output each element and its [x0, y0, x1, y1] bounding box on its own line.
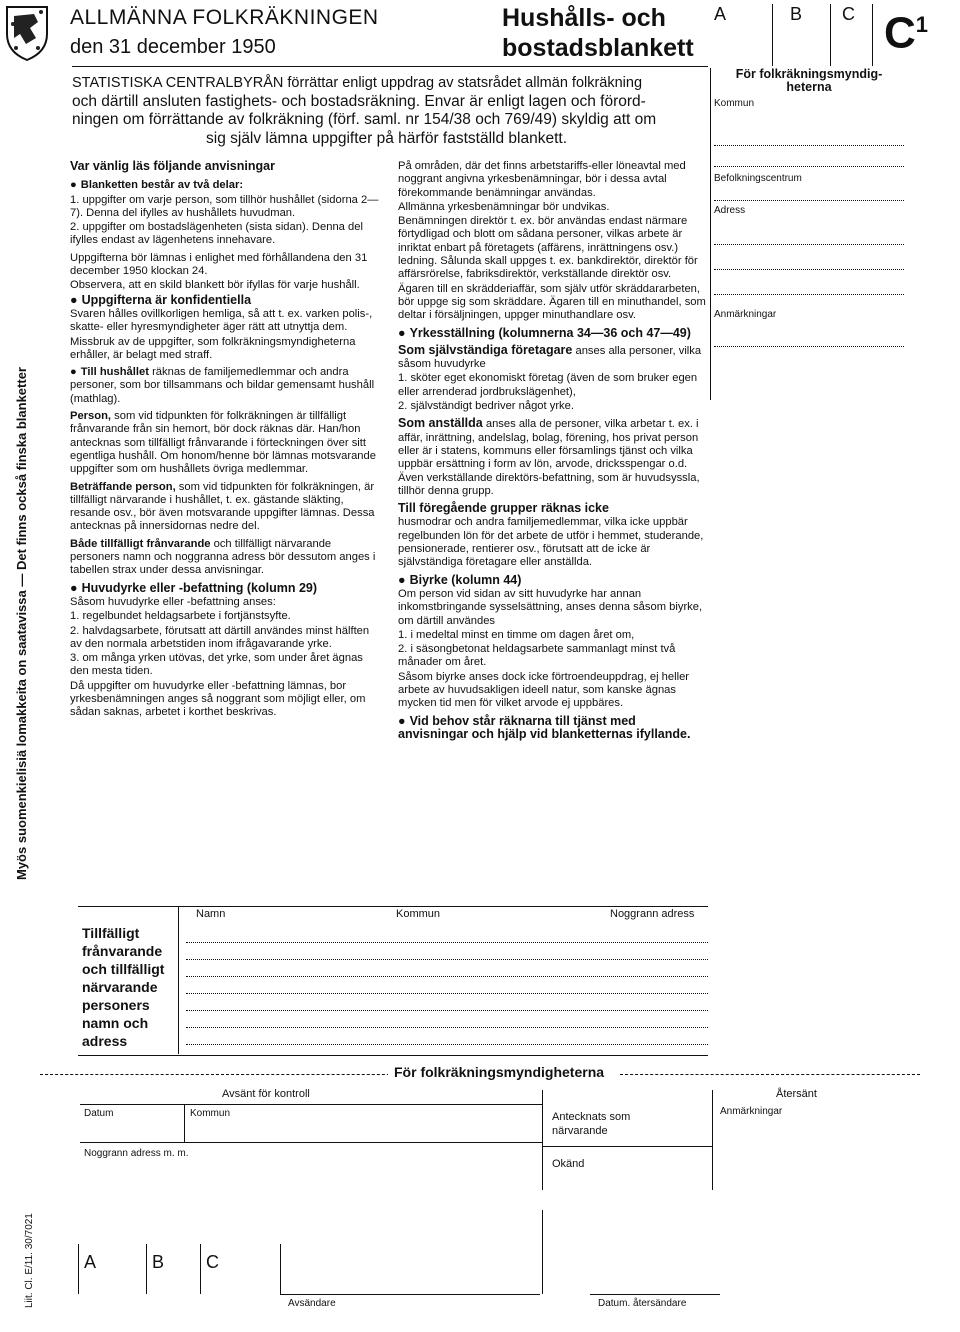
adress-label: Adress: [714, 205, 746, 216]
instructions-left: [70, 160, 382, 721]
instr-text: anses alla personer, vilka såsom huvudyrke: [398, 344, 702, 371]
absent-row[interactable]: [186, 994, 708, 1011]
instr-text: anses alla de personer, vilka arbetar t. ex. i affär, inrättning, andelslag, bolag, förening, hos privat person eller är i statens, kommuns eller församlings tjänst och vilka uppbär ersättning i form av lön, arvode, dricksspengar o.d. Även verkställande direktörs-befattning, som är huvudsyssla, tillhör denna grupp.: [398, 418, 700, 497]
office-rule: [80, 1142, 542, 1143]
instructions-heading: Var vänlig läs följande anvisningar: [70, 159, 275, 173]
datum-line: [590, 1294, 720, 1295]
datum-atersandare-label: Datum. återsändare: [598, 1298, 687, 1309]
adress-field-3[interactable]: [714, 280, 904, 295]
heading-bade: Både tillfälligt frånvarande: [70, 537, 211, 550]
instructions-right: [398, 160, 706, 742]
kommun-label: Kommun: [190, 1108, 231, 1119]
office-divider-label: För folkräkningsmyndigheterna: [388, 1064, 610, 1080]
census-date: den 31 december 1950: [70, 36, 276, 58]
col-adress: Noggrann adress: [610, 908, 695, 920]
header-rule: [72, 66, 708, 67]
panel-divider: [710, 68, 711, 400]
absent-row[interactable]: [186, 943, 708, 960]
instr-p: Såsom huvudyrke eller -befattning anses:: [70, 595, 276, 608]
noggrann-label: Noggrann adress m. m.: [84, 1148, 189, 1159]
okand-label: Okänd: [552, 1158, 585, 1170]
adress-field[interactable]: [714, 230, 904, 245]
intro-line: och därtill ansluten fastighets- och bostadsräkning. Envar är enligt lagen och förord-: [72, 92, 646, 110]
kommun-field-2[interactable]: [714, 152, 904, 167]
kommun-field[interactable]: [714, 131, 904, 146]
instr-p: 2. självständigt bedriver något yrke.: [398, 400, 574, 413]
table-divider: [178, 906, 179, 1054]
instr-p: [70, 538, 382, 578]
absent-row[interactable]: [186, 960, 708, 977]
anmarkningar-label: Anmärkningar: [720, 1106, 783, 1117]
header-box-b: B: [790, 4, 803, 24]
absent-table-label: Tillfälligt frånvarande och tillfälligt närvarande personers namn och adress: [82, 925, 165, 1049]
bottom-abc-box: [78, 1244, 281, 1294]
instr-p: 1. i medeltal minst en timme om dagen året om,: [398, 628, 635, 641]
heading-person: Person,: [70, 410, 112, 423]
adress-field-2[interactable]: [714, 255, 904, 270]
coat-of-arms-icon: [4, 4, 50, 62]
instr-p: husmodrar och andra familjemedlemmar, vilka icke uppbär regelbunden lön för det arbete de utför i hemmet, studerande, pensionerade, rentierer osv., förutsatt att de icke är självständiga företagare eller anställda.: [398, 516, 704, 569]
census-title: ALLMÄNNA FOLKRÄKNINGEN: [70, 6, 379, 29]
absent-row[interactable]: [186, 926, 708, 943]
intro-line: STATISTISKA CENTRALBYRÅN förrättar enligt uppdrag av statsrådet allmän folkräkning: [72, 75, 643, 91]
instr-p: 2. i säsongbetonat heldagsarbete sammanlagt minst två månader om året.: [398, 643, 676, 669]
absent-row[interactable]: [186, 1011, 708, 1028]
instr-p: Uppgifterna bör lämnas i enlighet med förhållandena den 31 december 1950 klockan 24.: [70, 251, 368, 278]
instr-p: 1. uppgifter om varje person, som tillhör hushållet (sidorna 2—7). Denna del ifylles av hushållets huvudman.: [70, 193, 379, 219]
office-divider: [620, 1074, 920, 1075]
bottom-box-a: A: [84, 1252, 97, 1272]
bottom-divider: [146, 1244, 147, 1294]
instr-text: som vid tidpunkten för folkräkningen, är tillfälligt närvarande i hushållet, t. ex. gästande släkting, resande osv., bör även motsvarande uppgifter lämnas. Dessa antecknas på innersidornas nedre del.: [70, 480, 375, 533]
heading-anstallda: Som anställda: [398, 416, 483, 431]
authority-heading: För folkräkningsmyndig-heterna: [735, 67, 883, 94]
heading-foregaende: Till föregående grupper räknas icke: [398, 501, 609, 516]
instr-p: 1. sköter eget ekonomiskt företag (även de som bruker egen eller arrenderad jordbrukslägenhet),: [398, 372, 698, 398]
bottom-divider: [542, 1210, 543, 1294]
instr-p: 2. uppgifter om bostadslägenheten (sista sidan). Denna del ifylles endast av lägenhetens innehavare.: [70, 221, 363, 247]
bottom-divider: [200, 1244, 201, 1294]
office-divider-v: [712, 1090, 713, 1190]
instr-text: som vid tidpunkten för folkräkningen är tillfälligt frånvarande från sin hemort, bör dock räknas där. Han/hon antecknas som tillfälligt frånvarande i förteckningen över sitt egentliga hushåll. Om honom/henne bör lämnas motsvarande uppgifter som om hushållets övriga medlemmar.: [70, 410, 376, 476]
instr-p: Då uppgifter om huvudyrke eller -befattning lämnas, bor yrkesbenämningen anges så noggrant som möjligt eller, om sådan saknas, arbetet i korthet beskrivas.: [70, 679, 366, 719]
befolkningscentrum-field[interactable]: [714, 186, 904, 201]
instr-p: [398, 344, 706, 372]
instr-p: Benämningen direktör t. ex. bör användas endast närmare förtydligad och blott om sådana personer, vilkas arbete är inriktat enbart på företagets (affärens, inrättningens osv.) ledning. Sålunda skall uppges t. ex. bankdirektör, direktör för affärsrörelse, fabriksdirektör, verkställande direktör osv.: [398, 215, 698, 281]
avsandare-label: Avsändare: [288, 1298, 336, 1309]
office-rule: [80, 1104, 542, 1105]
datum-label: Datum: [84, 1108, 114, 1119]
intro-text: [72, 74, 702, 148]
absent-row[interactable]: [186, 977, 708, 994]
instr-text: och tillfälligt närvarande personers namn och noggranna adress bör dessutom anges i tabellen strax under dessa anvisningar.: [70, 537, 376, 577]
instr-p: ● Blanketten består av två delar:: [70, 179, 382, 192]
instr-p: [398, 417, 706, 498]
bottom-box-c: C: [206, 1252, 219, 1272]
office-divider-v: [542, 1090, 543, 1190]
office-divider: [40, 1074, 410, 1075]
instr-p: 1. regelbundet heldagsarbete i fortjänstsyfte.: [70, 610, 291, 623]
instr-p: [70, 410, 382, 476]
col-namn: Namn: [196, 908, 226, 920]
instr-p: Om person vid sidan av sitt huvudyrke har annan inkomstbringande sysselsättning, anses denna såsom biyrke, om därtill användes: [398, 587, 703, 627]
anmarkningar-label: Anmärkningar: [714, 309, 777, 320]
side-note: Myös suomenkielisiä lomakkeita on saatavissa — Det finns också finska blanketter: [14, 367, 29, 880]
header-box-divider: [830, 4, 831, 66]
bottom-box-b: B: [152, 1252, 165, 1272]
heading-biyrke: ● Biyrke (kolumn 44): [398, 574, 706, 587]
col-kommun: Kommun: [396, 908, 441, 920]
heading-vid-behov: ● Vid behov står räknarna till tjänst med anvisningar och hjälp vid blanketternas ifyllande.: [398, 715, 706, 742]
instr-p: Missbruk av de uppgifter, som folkräkningsmyndigheterna erhåller, är belagt med straff.: [70, 335, 356, 361]
instr-p: På områden, där det finns arbetstariffs-eller löneavtal med noggrant angivna yrkesbenämningar, bör i dessa avtal förekommande benämningar användas.: [398, 160, 686, 199]
heading-betraffande: Beträffande person,: [70, 480, 176, 493]
office-divider-v: [184, 1104, 185, 1142]
instr-p: 2. halvdagsarbete, förutsatt att därtill användes minst hälften av den normala arbetstiden inom ifrågavarande yrke.: [70, 624, 370, 650]
intro-line: sig själv lämna uppgifter på härför fastställd blankett.: [206, 129, 567, 147]
form-title-line2: bostadsblankett: [502, 34, 694, 62]
header-box-a: A: [714, 4, 727, 24]
instr-text: räknas de familjemedlemmar och andra personer, som bor tillsammans och bildar gemensamt hushåll (mathlag).: [70, 366, 375, 405]
form-title-line1: Hushålls- och: [502, 4, 666, 32]
absent-row[interactable]: [186, 1028, 708, 1045]
instr-p: Såsom biyrke anses dock icke förtroendeuppdrag, ej heller arbete av huvudsakligen ideell natur, som kanske ägnas mycken tid men för vilket arvode ej uppbäres.: [398, 670, 690, 710]
instr-p: [70, 481, 382, 534]
anmarkningar-field[interactable]: [714, 332, 904, 347]
authority-panel: [714, 68, 904, 347]
antecknats-label: Antecknats som närvarande: [552, 1111, 631, 1137]
heading-sjalvstandiga: Som självständiga företagare: [398, 342, 573, 357]
header-box-divider: [772, 4, 773, 66]
befolkningscentrum-label: Befolkningscentrum: [714, 173, 802, 184]
bottom-divider: [280, 1244, 281, 1294]
instr-p: Allmänna yrkesbenämningar bör undvikas.: [398, 200, 610, 213]
office-rule: [542, 1146, 712, 1147]
instr-p: Ägaren till en skrädderiaffär, som själv utför skräddararbeten, bör uppge sig som skräddare. Ägaren till en minuthandel, som deltar i försäljningen, uppger minuthandlare osv.: [398, 282, 706, 322]
heading-konfidentiella: ● Uppgifterna är konfidentiella: [70, 294, 382, 307]
form-code: $C^1$: [884, 8, 929, 58]
heading-hushallet: ● Till hushållet: [70, 366, 149, 378]
intro-line: ningen om förrättande av folkräkning (förf. saml. nr 154/38 och 769/49) skyldig att om: [72, 111, 657, 128]
absent-rows: [186, 926, 708, 1045]
heading-yrkesstallning: ● Yrkesställning (kolumnerna 34—36 och 47—49): [398, 327, 706, 340]
avsant-label: Avsänt för kontroll: [222, 1088, 310, 1100]
instr-p: [70, 366, 382, 406]
instr-p: Svaren hålles ovillkorligen hemliga, så att t. ex. varken polis-, skatte- eller hyresmyndigheter äger rätt att utnyttja dem.: [70, 307, 373, 334]
kommun-label: Kommun: [714, 98, 755, 109]
avsandare-line: [280, 1294, 540, 1295]
instr-p: Observera, att en skild blankett bör ifyllas för varje hushåll.: [70, 279, 360, 292]
header-box-divider: [872, 4, 873, 66]
print-code: Liit. Cl. E/11. 30/7021: [24, 1213, 35, 1308]
header-box-c: C: [842, 4, 855, 24]
atersant-label: Återsänt: [776, 1088, 817, 1100]
instr-p: 3. om många yrken utövas, det yrke, som under året ägnas den mesta tiden.: [70, 652, 363, 678]
heading-huvudyrke: ● Huvudyrke eller -befattning (kolumn 29): [70, 582, 382, 595]
